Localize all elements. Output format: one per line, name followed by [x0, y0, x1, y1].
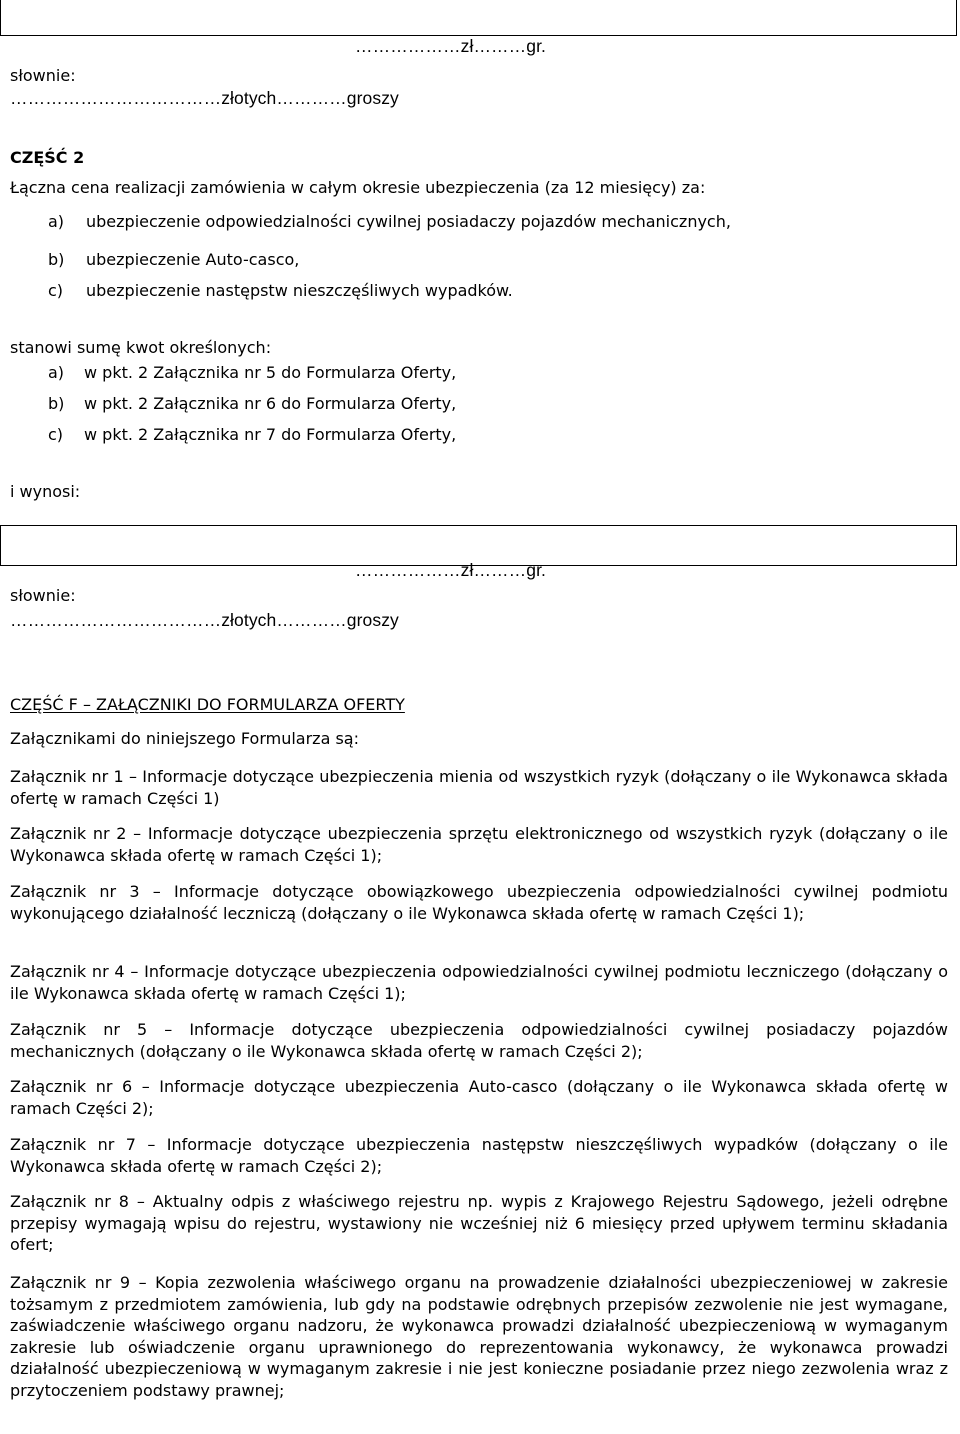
attachment-item: Załącznik nr 3 – Informacje dotyczące obowiązkowego ubezpieczenia odpowiedzialności cywilnej podmiotu wykonującego działalność leczniczą (dołączany o ile Wykonawca składa ofertę w ramach Części 1); [10, 882, 948, 923]
sum-marker: b) [48, 394, 65, 413]
sum-marker: a) [48, 363, 65, 382]
amounts-to-label: i wynosi: [10, 482, 81, 501]
part2-heading: CZĘŚĆ 2 [10, 148, 85, 167]
partF-intro: Załącznikami do niniejszego Formularza są: [10, 729, 359, 748]
item-marker: a) [48, 212, 65, 231]
amount-line: ………………zł………gr. [355, 560, 546, 580]
attachment-item: Załącznik nr 9 – Kopia zezwolenia właściwego organu na prowadzenie działalności ubezpieczeniowej w zakresie tożsamym z przedmiotem zamówienia, lub gdy na podstawie odrębnych przepisów zezwolenie nie jest wymagane, zaświadczenie właściwego organu nadzoru, że wykonawca prowadzi działalność ubezpieczeniową w wymaganym zakresie lub oświadczenie organu uprawnionego do reprezentowania wykonawcy, że wykonawca prowadzi działalność ubezpieczeniową w wymaganym zakresie i nie jest konieczne posiadanie przez niego zezwolenia wraz z przytoczeniem podstawy prawnej; [10, 1273, 948, 1400]
attachment-item: Załącznik nr 7 – Informacje dotyczące ubezpieczenia następstw nieszczęśliwych wypadków (dołączany o ile Wykonawca składa ofertę w ramach Części 2); [10, 1135, 948, 1176]
part2-intro: Łączna cena realizacji zamówienia w całym okresie ubezpieczenia (za 12 miesięcy) za: [10, 178, 706, 197]
sum-intro: stanowi sumę kwot określonych: [10, 338, 272, 357]
words-label: słownie: [10, 66, 76, 85]
sum-marker: c) [48, 425, 64, 444]
attachment-item: Załącznik nr 5 – Informacje dotyczące ubezpieczenia odpowiedzialności cywilnej posiadaczy pojazdów mechanicznych (dołączany o ile Wykonawca składa ofertę w ramach Części 2); [10, 1020, 948, 1061]
words-line: ………………………………złotych…………groszy [10, 610, 399, 630]
sum-text: w pkt. 2 Załącznika nr 7 do Formularza Oferty, [84, 425, 457, 444]
item-marker: c) [48, 281, 64, 300]
words-label: słownie: [10, 586, 76, 605]
attachment-item: Załącznik nr 8 – Aktualny odpis z właściwego rejestru np. wypis z Krajowego Rejestru Sądowego, jeżeli odrębne przepisy wymagają wpisu do rejestru, wystawiony nie wcześniej niż 6 miesięcy przed upływem terminu składania ofert; [10, 1192, 948, 1254]
attachment-item: Załącznik nr 4 – Informacje dotyczące ubezpieczenia odpowiedzialności cywilnej podmiotu leczniczego (dołączany o ile Wykonawca składa ofertę w ramach Części 1); [10, 962, 948, 1003]
attachment-item: Załącznik nr 1 – Informacje dotyczące ubezpieczenia mienia od wszystkich ryzyk (dołączany o ile Wykonawca składa ofertę w ramach Części 1) [10, 767, 948, 808]
item-text: ubezpieczenie Auto-casco, [86, 250, 300, 269]
attachment-item: Załącznik nr 6 – Informacje dotyczące ubezpieczenia Auto-casco (dołączany o ile Wykonawca składa ofertę w ramach Części 2); [10, 1077, 948, 1118]
item-marker: b) [48, 250, 65, 269]
attachment-item: Załącznik nr 2 – Informacje dotyczące ubezpieczenia sprzętu elektronicznego od wszystkich ryzyk (dołączany o ile Wykonawca składa ofertę w ramach Części 1); [10, 824, 948, 865]
sum-text: w pkt. 2 Załącznika nr 6 do Formularza Oferty, [84, 394, 457, 413]
partF-heading: CZĘŚĆ F – ZAŁĄCZNIKI DO FORMULARZA OFERTY [10, 695, 405, 714]
sum-text: w pkt. 2 Załącznika nr 5 do Formularza Oferty, [84, 363, 457, 382]
amount-line: ………………zł………gr. [355, 36, 546, 56]
item-text: ubezpieczenie odpowiedzialności cywilnej posiadaczy pojazdów mechanicznych, [86, 212, 731, 231]
words-line: ………………………………złotych…………groszy [10, 88, 399, 108]
amount-box-top [0, 0, 957, 36]
item-text: ubezpieczenie następstw nieszczęśliwych wypadków. [86, 281, 513, 300]
